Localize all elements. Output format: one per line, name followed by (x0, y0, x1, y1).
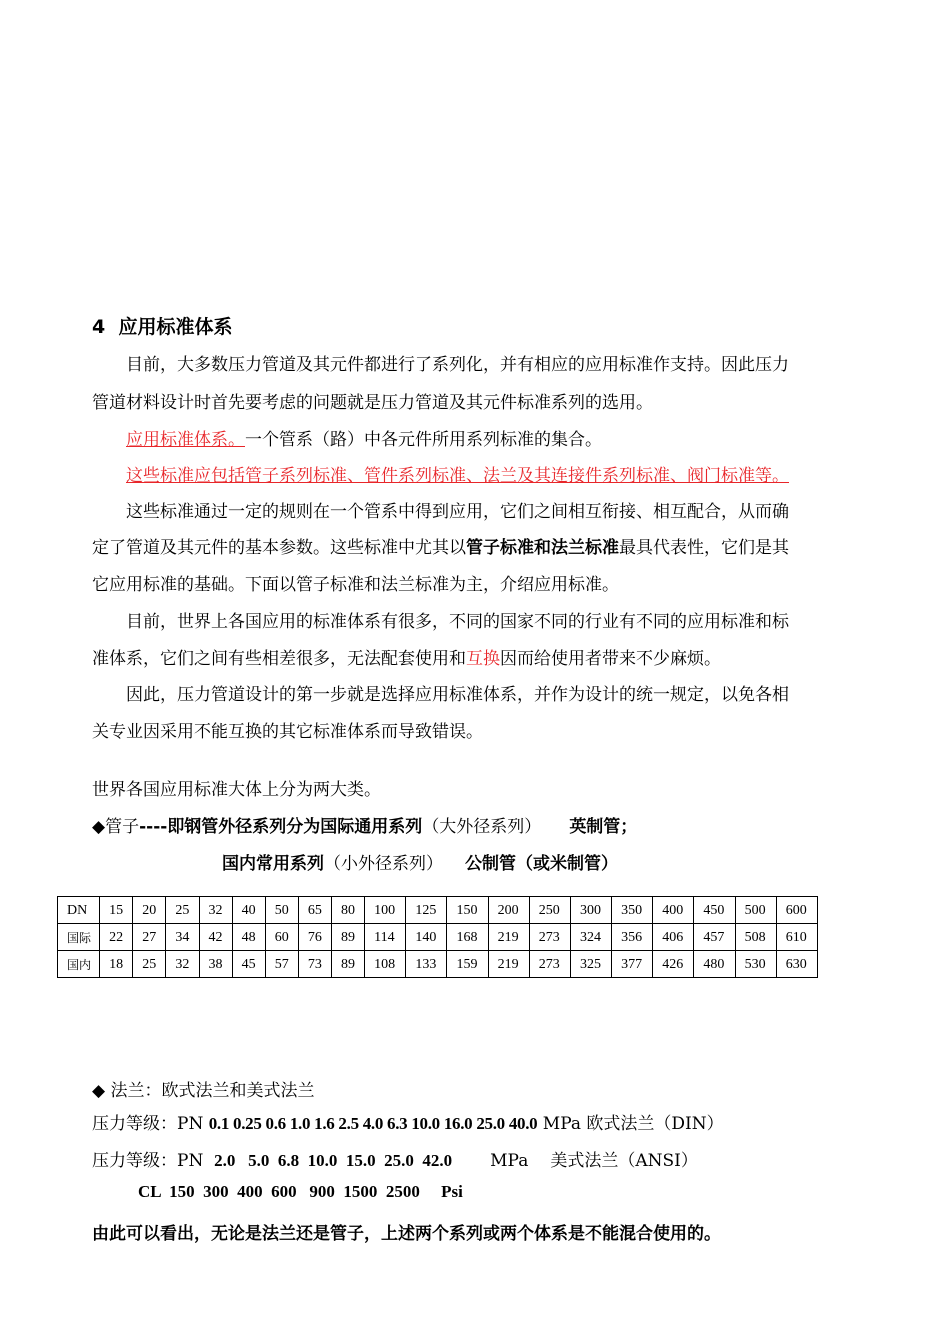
paragraph-1-line-2: 管道材料设计时首先要考虑的问题就是压力管道及其元件标准系列的选用。 (92, 393, 653, 413)
table-cell: 350 (612, 897, 653, 924)
pipes-domestic-series: 国内常用系列 (222, 854, 324, 874)
table-cell: 15 (100, 897, 133, 924)
table-cell: 32 (199, 897, 232, 924)
table-cell: 80 (332, 897, 365, 924)
table-cell: 73 (298, 951, 331, 978)
table-cell: 273 (529, 951, 570, 978)
table-cell: 114 (365, 924, 406, 951)
text-run: 因而给使用者带来不少麻烦。 (500, 649, 721, 669)
table-cell: 42 (199, 924, 232, 951)
pipes-line-2 (222, 849, 618, 874)
table-cell: 630 (776, 951, 817, 978)
table-cell: 34 (166, 924, 199, 951)
row-header: 国际 (58, 924, 100, 951)
table-cell: 22 (100, 924, 133, 951)
table-cell: 406 (653, 924, 694, 951)
table-cell: 200 (488, 897, 529, 924)
highlight-word: 互换 (466, 649, 500, 669)
table-cell: 20 (133, 897, 166, 924)
table-cell: 168 (447, 924, 488, 951)
text-run: 最具代表性，它们是其 (619, 538, 789, 558)
pipes-metric: 公制管（或米制管） (465, 854, 618, 874)
table-row (58, 951, 818, 978)
paragraph-6-line-1: 因此，压力管道设计的第一步就是选择应用标准体系，并作为设计的统一规定，以免各相 (126, 685, 789, 705)
row-header: DN (58, 897, 100, 924)
paragraph-4-line-2 (92, 533, 789, 558)
table-cell: 400 (653, 897, 694, 924)
table-cell: 219 (488, 924, 529, 951)
table-cell: 89 (332, 951, 365, 978)
table-cell: 32 (166, 951, 199, 978)
table-cell: 250 (529, 897, 570, 924)
pressure-label: 压力等级：PN (92, 1114, 204, 1134)
paragraph-2 (126, 425, 602, 450)
table-row (58, 924, 818, 951)
flange-ansi-line (92, 1146, 698, 1171)
table-cell: 159 (447, 951, 488, 978)
table-cell: 610 (776, 924, 817, 951)
table-cell: 426 (653, 951, 694, 978)
table-cell: 219 (488, 951, 529, 978)
table-cell: 89 (332, 924, 365, 951)
table-cell: 480 (694, 951, 735, 978)
table-cell: 45 (232, 951, 265, 978)
text-run: 定了管道及其元件的基本参数。这些标准中尤其以 (92, 538, 466, 558)
table-cell: 48 (232, 924, 265, 951)
section-heading (92, 312, 232, 339)
ansi-suffix: 美式法兰（ANSI） (550, 1151, 698, 1171)
paragraph-5-line-2 (92, 644, 721, 669)
ansi-pressure-values: 2.0 5.0 6.8 10.0 15.0 25.0 42.0 (214, 1151, 453, 1170)
table-cell: 57 (265, 951, 298, 978)
table-cell: 50 (265, 897, 298, 924)
pipe-size-table (57, 896, 818, 978)
row-header: 国内 (58, 951, 100, 978)
pipes-intl-series: 即钢管外径系列分为国际通用系列 (167, 817, 423, 837)
paragraph-1-line-1: 目前，大多数压力管道及其元件都进行了系列化，并有相应的应用标准作支持。因此压力 (126, 355, 789, 375)
table-cell: 325 (570, 951, 611, 978)
table-cell: 457 (694, 924, 735, 951)
ansi-unit: MPa (490, 1151, 529, 1171)
paragraph-5-line-1: 目前，世界上各国应用的标准体系有很多，不同的国家不同的行业有不同的应用标准和标 (126, 612, 789, 632)
table-cell: 450 (694, 897, 735, 924)
table-cell: 100 (365, 897, 406, 924)
din-suffix: MPa 欧式法兰（DIN） (542, 1114, 724, 1134)
table-cell: 76 (298, 924, 331, 951)
table-cell: 377 (612, 951, 653, 978)
table-cell: 133 (406, 951, 447, 978)
paragraph-4-line-3: 它应用标准的基础。下面以管子标准和法兰标准为主，介绍应用标准。 (92, 575, 619, 595)
table-cell: 60 (265, 924, 298, 951)
table-cell: 500 (735, 897, 776, 924)
table-cell: 300 (570, 897, 611, 924)
table-cell: 18 (100, 951, 133, 978)
definition-text: 一个管系（路）中各元件所用系列标准的集合。 (245, 430, 602, 450)
text-run: 准体系，它们之间有些相差很多，无法配套使用和 (92, 649, 466, 669)
paragraph-4-line-1: 这些标准通过一定的规则在一个管系中得到应用，它们之间相互衔接、相互配合，从而确 (126, 502, 789, 522)
din-pressure-values: 0.1 0.25 0.6 1.0 1.6 2.5 4.0 6.3 10.0 16.0 25.0 40.0 (208, 1114, 538, 1133)
pipes-imperial: 英制管； (569, 817, 638, 837)
bullet-text: ◆管子 (92, 817, 140, 837)
table-cell: 27 (133, 924, 166, 951)
paragraph-3-highlight: 这些标准应包括管子系列标准、管件系列标准、法兰及其连接件系列标准、阀门标准等。 (126, 466, 789, 486)
table-cell: 25 (166, 897, 199, 924)
dash-text: ---- (139, 817, 168, 837)
table-cell: 40 (232, 897, 265, 924)
table-cell: 600 (776, 897, 817, 924)
pipes-intl-note: （大外径系列） (422, 817, 542, 837)
pipes-line-1 (92, 812, 637, 837)
flange-bullet-line: ◆ 法兰：欧式法兰和美式法兰 (92, 1081, 315, 1101)
table-cell: 38 (199, 951, 232, 978)
section-number: 4 (92, 316, 106, 338)
table-cell: 65 (298, 897, 331, 924)
class-rating-line: CL 150 300 400 600 900 1500 2500 Psi (138, 1182, 463, 1201)
flange-din-line (92, 1109, 724, 1134)
table-cell: 530 (735, 951, 776, 978)
paragraph-6-line-2: 关专业因采用不能互换的其它标准体系而导致错误。 (92, 722, 483, 742)
table-cell: 140 (406, 924, 447, 951)
pipes-domestic-note: （小外径系列） (324, 854, 443, 874)
emphasis-text: 管子标准和法兰标准 (466, 538, 619, 558)
section-title: 应用标准体系 (118, 316, 233, 338)
paragraph-7: 世界各国应用标准大体上分为两大类。 (92, 780, 381, 800)
table-cell: 108 (365, 951, 406, 978)
highlight-term: 应用标准体系。 (126, 430, 245, 450)
pressure-label: 压力等级：PN (92, 1151, 204, 1171)
table-row (58, 897, 818, 924)
table-cell: 150 (447, 897, 488, 924)
conclusion: 由此可以看出，无论是法兰还是管子，上述两个系列或两个体系是不能混合使用的。 (92, 1224, 721, 1244)
table-cell: 356 (612, 924, 653, 951)
table-cell: 25 (133, 951, 166, 978)
table-cell: 508 (735, 924, 776, 951)
table-cell: 324 (570, 924, 611, 951)
table-cell: 273 (529, 924, 570, 951)
table-cell: 125 (406, 897, 447, 924)
